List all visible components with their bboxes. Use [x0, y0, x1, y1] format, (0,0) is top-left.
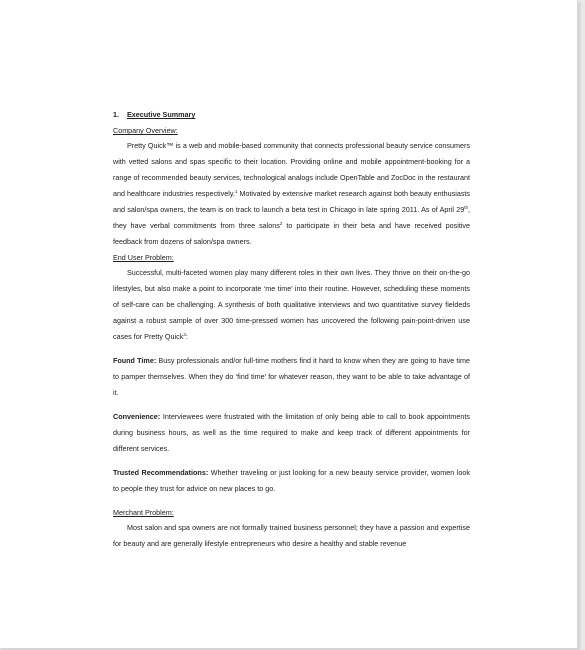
section-title: Executive Summary	[127, 110, 196, 119]
text-run: Pretty Quick™ is a web and mobile-based community that connects professional beauty service consumers with vetted salons and spas specific to their location. Providing online and mobile appointment-booking for a range of recommended beauty services, technological analogs include OpenTable and ZocDoc in the restaurant and healthcare industries respectively.	[113, 141, 470, 198]
merchant-problem-heading: Merchant Problem:	[113, 508, 174, 517]
trusted-recommendations-label: Trusted Recommendations:	[113, 468, 209, 477]
text-run: Whether traveling or just looking for a new beauty service provider, women look to people they trust for advice on new places to go.	[113, 468, 470, 493]
merchant-problem-paragraph: Most salon and spa owners are not formally trained business personnel; they have a passion and expertise for beauty and are generally lifestyle entrepreneurs who desire a healthy and stable revenue	[113, 523, 470, 548]
text-run: :	[185, 332, 188, 341]
section-heading	[113, 107, 470, 123]
footnote-ref: 3	[183, 332, 186, 337]
text-run: , they have verbal commitments from three salons	[113, 205, 470, 230]
found-time-label: Found Time:	[113, 356, 157, 365]
text-run: Successful, multi-faceted women play many different roles in their own lives. They thrive on their on-the-go lifestyles, but also make a point to incorporate ‘me time’ into their routine. However, scheduling these moments of self-care can be challenging. A synthesis of both qualitative interviews and two quantitative survey fieldeds against a robust sample of over 300 time-pressed women has uncovered the following pain-point-driven use cases for Pretty Quick	[113, 268, 470, 341]
found-time-paragraph	[113, 353, 470, 401]
end-user-problem-heading: End User Problem:	[113, 253, 174, 262]
company-overview-heading: Company Overview:	[113, 126, 178, 135]
section-number: 1.	[113, 110, 119, 119]
text-run: Motivated by extensive market research against both beauty enthusiasts and salon/spa owners, the team is on track to launch a beta test in Chicago in late spring 2011. As of April 29	[113, 189, 470, 214]
text-run: to participate in their beta and have received positive feedback from dozens of salon/spa owners.	[113, 221, 471, 246]
trusted-recommendations-paragraph	[113, 465, 470, 497]
ordinal-suffix: th	[464, 205, 468, 210]
convenience-label: Convenience:	[113, 412, 161, 421]
end-user-problem-paragraph	[113, 265, 470, 345]
text-run: Busy professionals and/or full-time mothers find it hard to know when they are going to have time to pamper themselves. When they do ‘find time’ for whatever reason, they want to be able to take advantage of it.	[113, 356, 470, 397]
company-overview-paragraph	[113, 138, 470, 250]
text-run: Interviewees were frustrated with the limitation of only being able to call to book appointments during business hours, as well as the time required to make and keep track of different appointments for different services.	[113, 412, 470, 453]
document-body	[113, 107, 470, 552]
convenience-paragraph	[113, 409, 470, 457]
footnote-ref: 1	[234, 189, 238, 194]
footnote-ref: 2	[279, 221, 283, 226]
